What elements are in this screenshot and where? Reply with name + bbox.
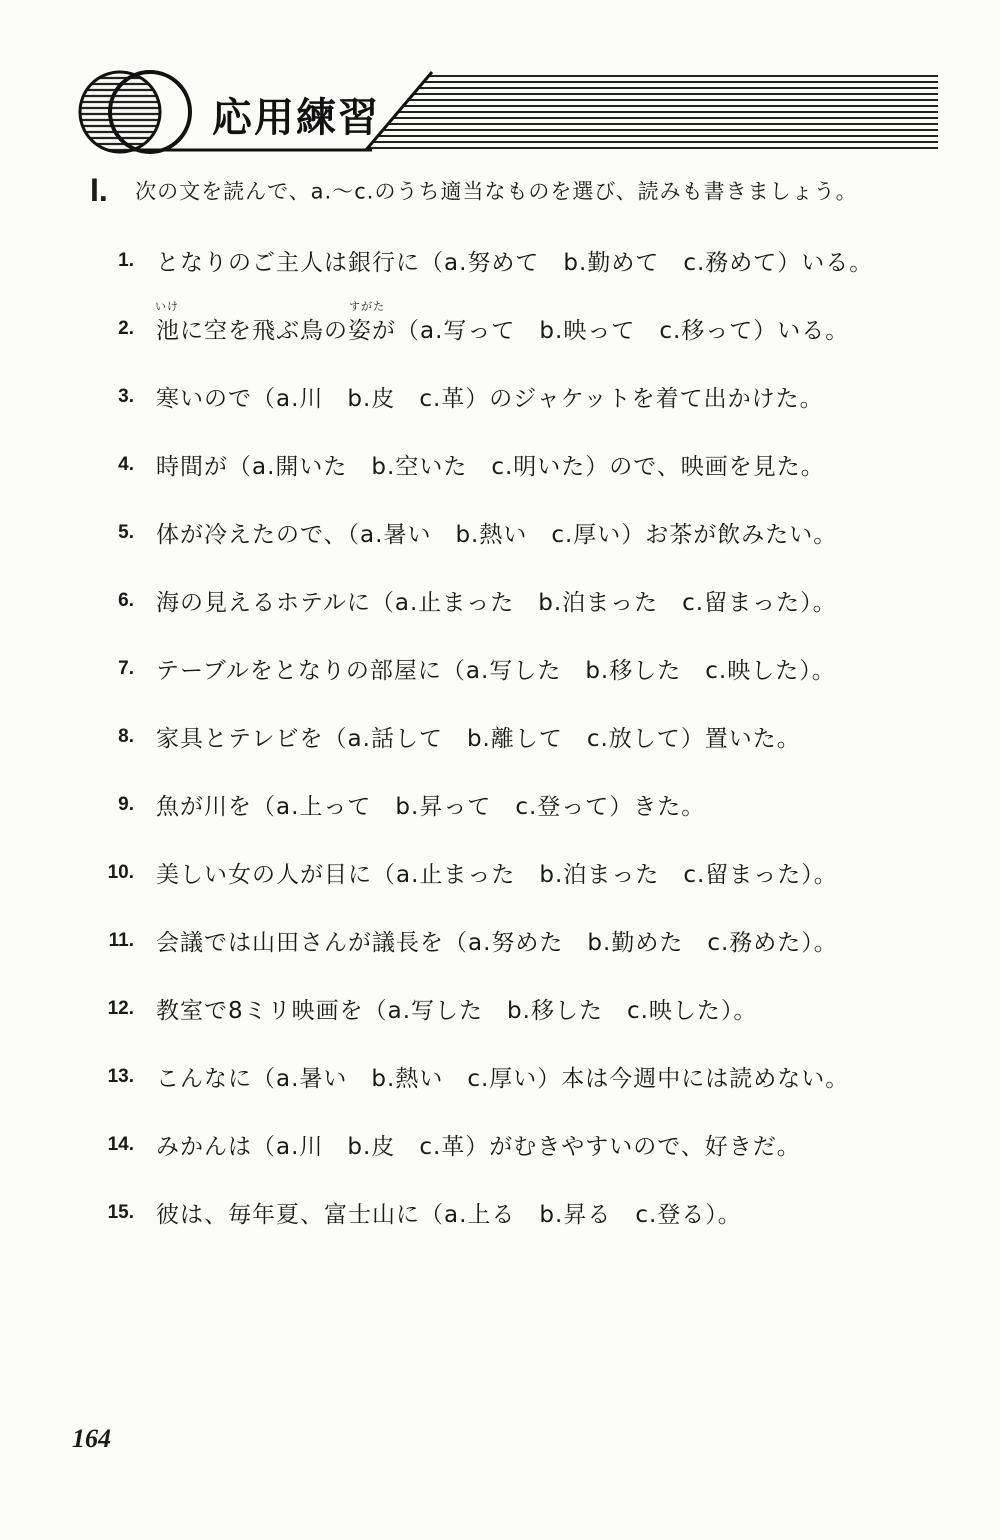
header-stripes xyxy=(368,76,938,148)
exercise-item xyxy=(0,718,1000,758)
item-number: 13. xyxy=(107,1066,134,1087)
furigana: いけ xyxy=(155,300,179,313)
item-text: こんなに（a.暑い b.熱い c.厚い）本は今週中には読めない。 xyxy=(156,1066,850,1092)
item-number: 11. xyxy=(108,930,134,951)
item-number: 12. xyxy=(107,998,134,1019)
item-text: 美しい女の人が目に（a.止まった b.泊まった c.留まった）。 xyxy=(156,862,838,888)
exercise-item xyxy=(0,854,1000,894)
exercise-item xyxy=(0,786,1000,826)
instruction xyxy=(90,172,858,208)
item-number: 15. xyxy=(107,1202,134,1223)
exercise-item xyxy=(0,446,1000,486)
item-number: 1. xyxy=(118,250,134,271)
item-text: 体が冷えたので、（a.暑い b.熱い c.厚い）お茶が飲みたい。 xyxy=(156,522,838,548)
page-number: 164 xyxy=(72,1424,111,1453)
section-title: 応用練習 xyxy=(212,95,380,141)
exercise-item xyxy=(0,990,1000,1030)
item-text: 彼は、毎年夏、富士山に（a.上る b.昇る c.登る）。 xyxy=(156,1202,742,1228)
exercise-item xyxy=(0,1194,1000,1234)
item-number: 9. xyxy=(118,794,134,815)
item-number: 10. xyxy=(107,862,134,883)
exercise-item xyxy=(0,242,1000,282)
section-header xyxy=(0,0,1000,170)
exercise-item xyxy=(0,378,1000,418)
item-text: 魚が川を（a.上って b.昇って c.登って）きた。 xyxy=(156,794,706,820)
exercise-item xyxy=(0,650,1000,690)
item-text: となりのご主人は銀行に（a.努めて b.勤めて c.務めて）いる。 xyxy=(156,250,874,276)
exercise-item xyxy=(0,1058,1000,1098)
exercise-item xyxy=(0,1126,1000,1166)
item-text: テーブルをとなりの部屋に（a.写した b.移した c.映した）。 xyxy=(156,658,836,684)
item-number: 3. xyxy=(118,386,134,407)
item-number: 7. xyxy=(118,658,134,679)
item-number: 6. xyxy=(118,590,134,611)
header-decoration xyxy=(0,0,1000,170)
exercise-item xyxy=(0,300,1000,350)
item-text: 池に空を飛ぶ鳥の姿が（a.写って b.映って c.移って）いる。 xyxy=(156,318,850,344)
item-text: 会議では山田さんが議長を（a.努めた b.勤めた c.務めた）。 xyxy=(156,930,838,956)
item-text: 時間が（a.開いた b.空いた c.明いた）ので、映画を見た。 xyxy=(156,454,825,480)
item-text: 海の見えるホテルに（a.止まった b.泊まった c.留まった）。 xyxy=(156,590,837,616)
exercise-item xyxy=(0,514,1000,554)
item-text: 家具とテレビを（a.話して b.離して c.放して）置いた。 xyxy=(156,726,801,752)
item-number: 5. xyxy=(118,522,134,543)
item-number: 8. xyxy=(118,726,134,747)
item-text: 寒いので（a.川 b.皮 c.革）のジャケットを着て出かけた。 xyxy=(156,386,824,412)
item-number: 4. xyxy=(118,454,134,475)
exercise-item xyxy=(0,922,1000,962)
exercise-item xyxy=(0,582,1000,622)
instruction-text: 次の文を読んで、a.〜c.のうち適当なものを選び、読みも書きましょう。 xyxy=(135,179,858,204)
item-text: 教室で8ミリ映画を（a.写した b.移した c.映した）。 xyxy=(156,998,758,1024)
instruction-number: I. xyxy=(90,172,108,208)
furigana: すがた xyxy=(349,300,385,313)
item-number: 2. xyxy=(118,318,134,339)
item-text: みかんは（a.川 b.皮 c.革）がむきやすいので、好きだ。 xyxy=(156,1134,801,1160)
item-number: 14. xyxy=(107,1134,134,1155)
